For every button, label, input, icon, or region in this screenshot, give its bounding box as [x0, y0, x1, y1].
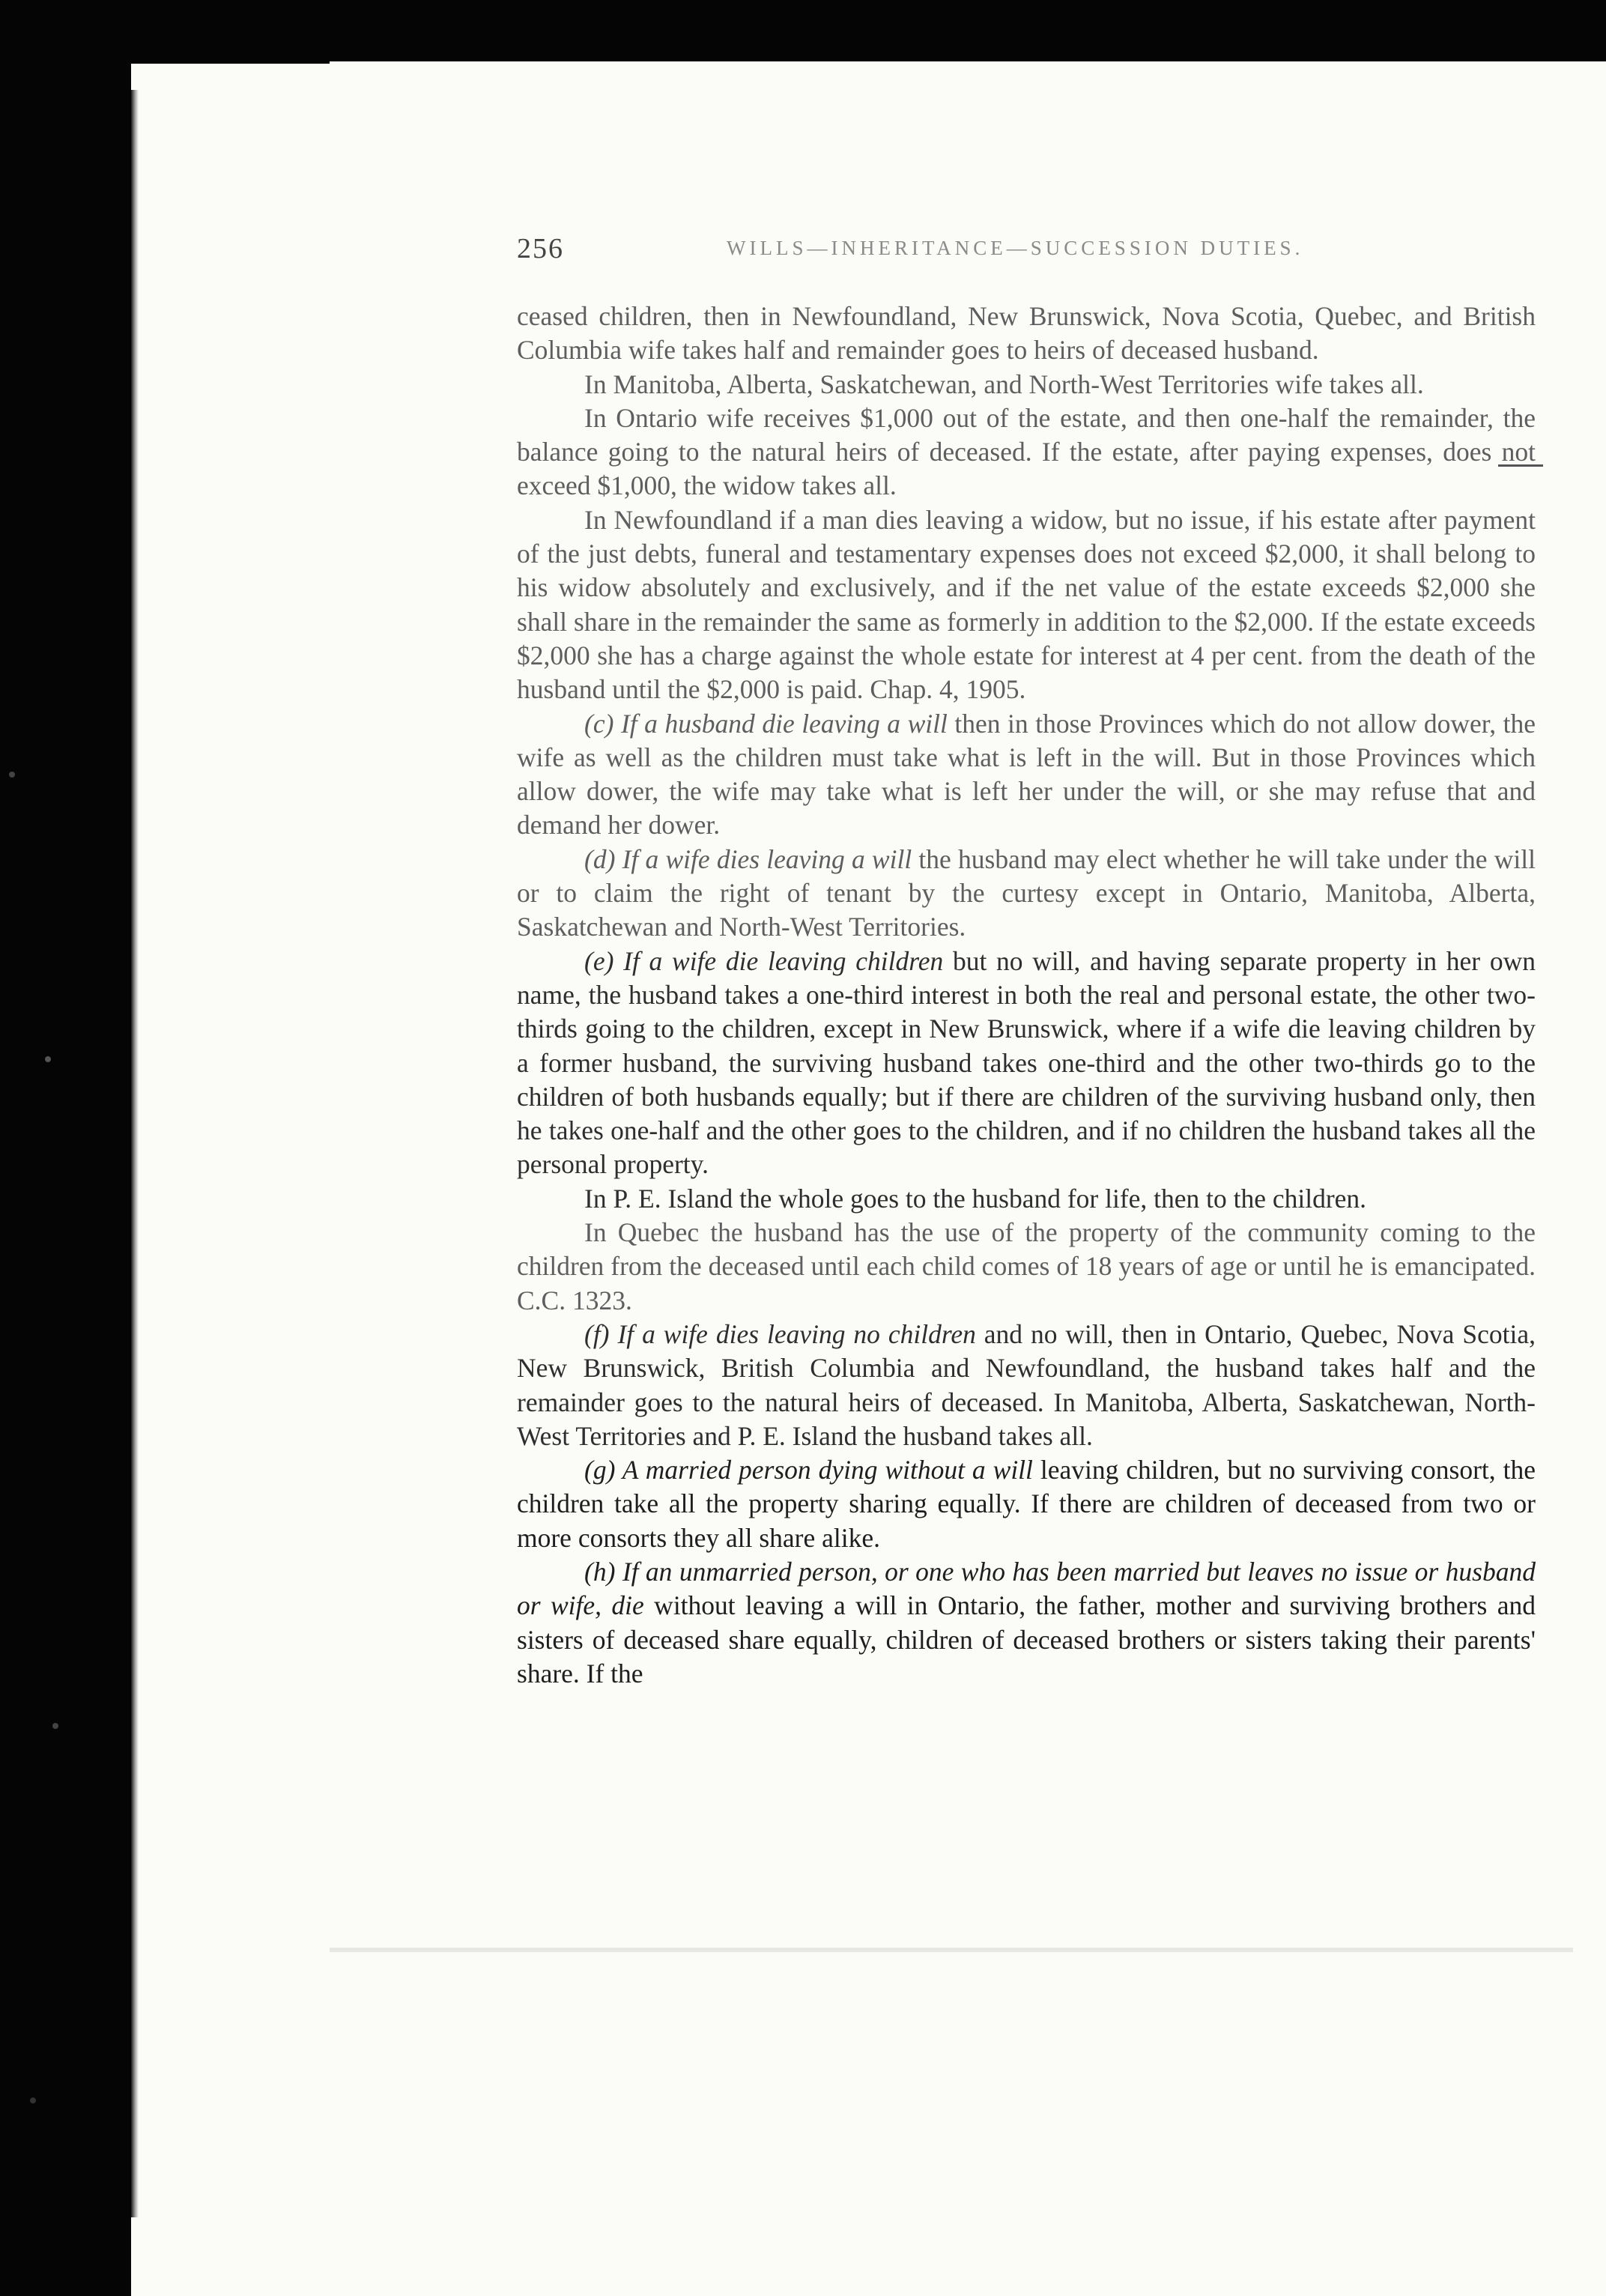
paragraph	[517, 945, 1536, 1182]
section-label: (f) If a wife dies leaving no children	[584, 1318, 976, 1349]
scan-speck	[9, 772, 15, 778]
paragraph-text: without leaving a will in Ontario, the father, mother and surviving brothers and sisters of deceased share equally, children of deceased brothers or sisters taking their parents' share. If the	[517, 1590, 1536, 1688]
running-head	[517, 232, 1558, 277]
section-label: (h) If an unmarried person, or one who has been married but leaves no issue or husband or wife, die	[517, 1556, 1536, 1621]
scan-speck	[45, 1056, 51, 1062]
section-label: (g) A married person dying without a will	[584, 1455, 1033, 1485]
paragraph	[517, 1555, 1536, 1691]
page-top-edge	[330, 61, 1606, 69]
paragraph	[517, 300, 1536, 368]
paragraph	[517, 1318, 1536, 1453]
page-gutter-shadow	[131, 90, 139, 2217]
paragraph-text: In Newfoundland if a man dies leaving a widow, but no issue, if his estate after payment of the just debts, funeral and testamentary expenses does not exceed $2,000, it shall belong to his widow absolutely and exclusively, and if the net value of the estate exceeds $2,000 she shall share in the remainder the same as formerly in addition to the $2,000. If the estate exceeds $2,000 she has a charge against the whole estate for interest at 4 per cent. from the death of the husband until the $2,000 is paid. Chap. 4, 1905.	[517, 504, 1536, 705]
paragraph	[517, 503, 1536, 707]
paragraph-text: leaving children, but no surviving consort, the children take all the property sharing equally. If there are children of deceased from two or more consorts they all share alike.	[517, 1455, 1536, 1553]
running-title: WILLS—INHERITANCE—SUCCESSION DUTIES.	[727, 237, 1304, 259]
paragraph	[517, 1453, 1536, 1555]
body-text	[517, 300, 1536, 1691]
paragraph-text: In Ontario wife receives $1,000 out of the estate, and then one-half the remainder, the balance going to the natural heirs of deceased. If the estate, after paying expenses, does not exceed $1,000, the widow takes all.	[517, 402, 1536, 501]
paragraph	[517, 368, 1536, 402]
paragraph	[517, 1182, 1536, 1216]
scan-speck	[52, 1723, 58, 1729]
paragraph	[517, 1216, 1536, 1318]
page-number: 256	[517, 233, 564, 264]
paragraph	[517, 707, 1536, 843]
paragraph-text: In Manitoba, Alberta, Saskatchewan, and North-West Territories wife takes all.	[584, 369, 1424, 399]
scan-speck	[30, 2097, 36, 2103]
paragraph-text: but no will, and having separate property in her own name, the husband takes a one-third interest in both the real and personal estate, the other two-thirds going to the children, except in New Brunswick, where if a wife die leaving children by a former husband, the surviving husband takes one-third and the other two-thirds go to the children of both husbands equally; but if there are children of the surviving husband only, then he takes one-half and the other goes to the children, and if no children the husband takes all the personal property.	[517, 945, 1536, 1180]
section-label: (c) If a husband die leaving a will	[584, 708, 948, 739]
paragraph	[517, 402, 1536, 503]
paragraph-text: In Quebec the husband has the use of the property of the community coming to the children from the deceased until each child comes of 18 years of age or until he is emancipated. C.C. 1323.	[517, 1217, 1536, 1315]
paragraph	[517, 843, 1536, 945]
section-label: (e) If a wife die leaving children	[584, 945, 944, 976]
paragraph-text: In P. E. Island the whole goes to the husband for life, then to the children.	[584, 1183, 1367, 1214]
section-label: (d) If a wife dies leaving a will	[584, 843, 912, 874]
page-bottom-fade	[330, 1948, 1573, 1952]
paragraph-text: ceased children, then in Newfoundland, New Brunswick, Nova Scotia, Quebec, and British Columbia wife takes half and remainder goes to heirs of deceased husband.	[517, 301, 1536, 366]
paragraph-text: and no will, then in Ontario, Quebec, Nova Scotia, New Brunswick, British Columbia and Newfoundland, the husband takes half and the remainder goes to the natural heirs of deceased. In Manitoba, Alberta, Saskatchewan, North-West Territories and P. E. Island the husband takes all.	[517, 1318, 1536, 1451]
paragraph-text: then in those Provinces which do not allow dower, the wife as well as the children must take what is left in the will. But in those Provinces which allow dower, the wife may take what is left her under the will, or she may refuse that and demand her dower.	[517, 708, 1536, 840]
paragraph-text: the husband may elect whether he will take under the will or to claim the right of tenant by the curtesy except in Ontario, Manitoba, Alberta, Saskatchewan and North-West Territories.	[517, 843, 1536, 942]
